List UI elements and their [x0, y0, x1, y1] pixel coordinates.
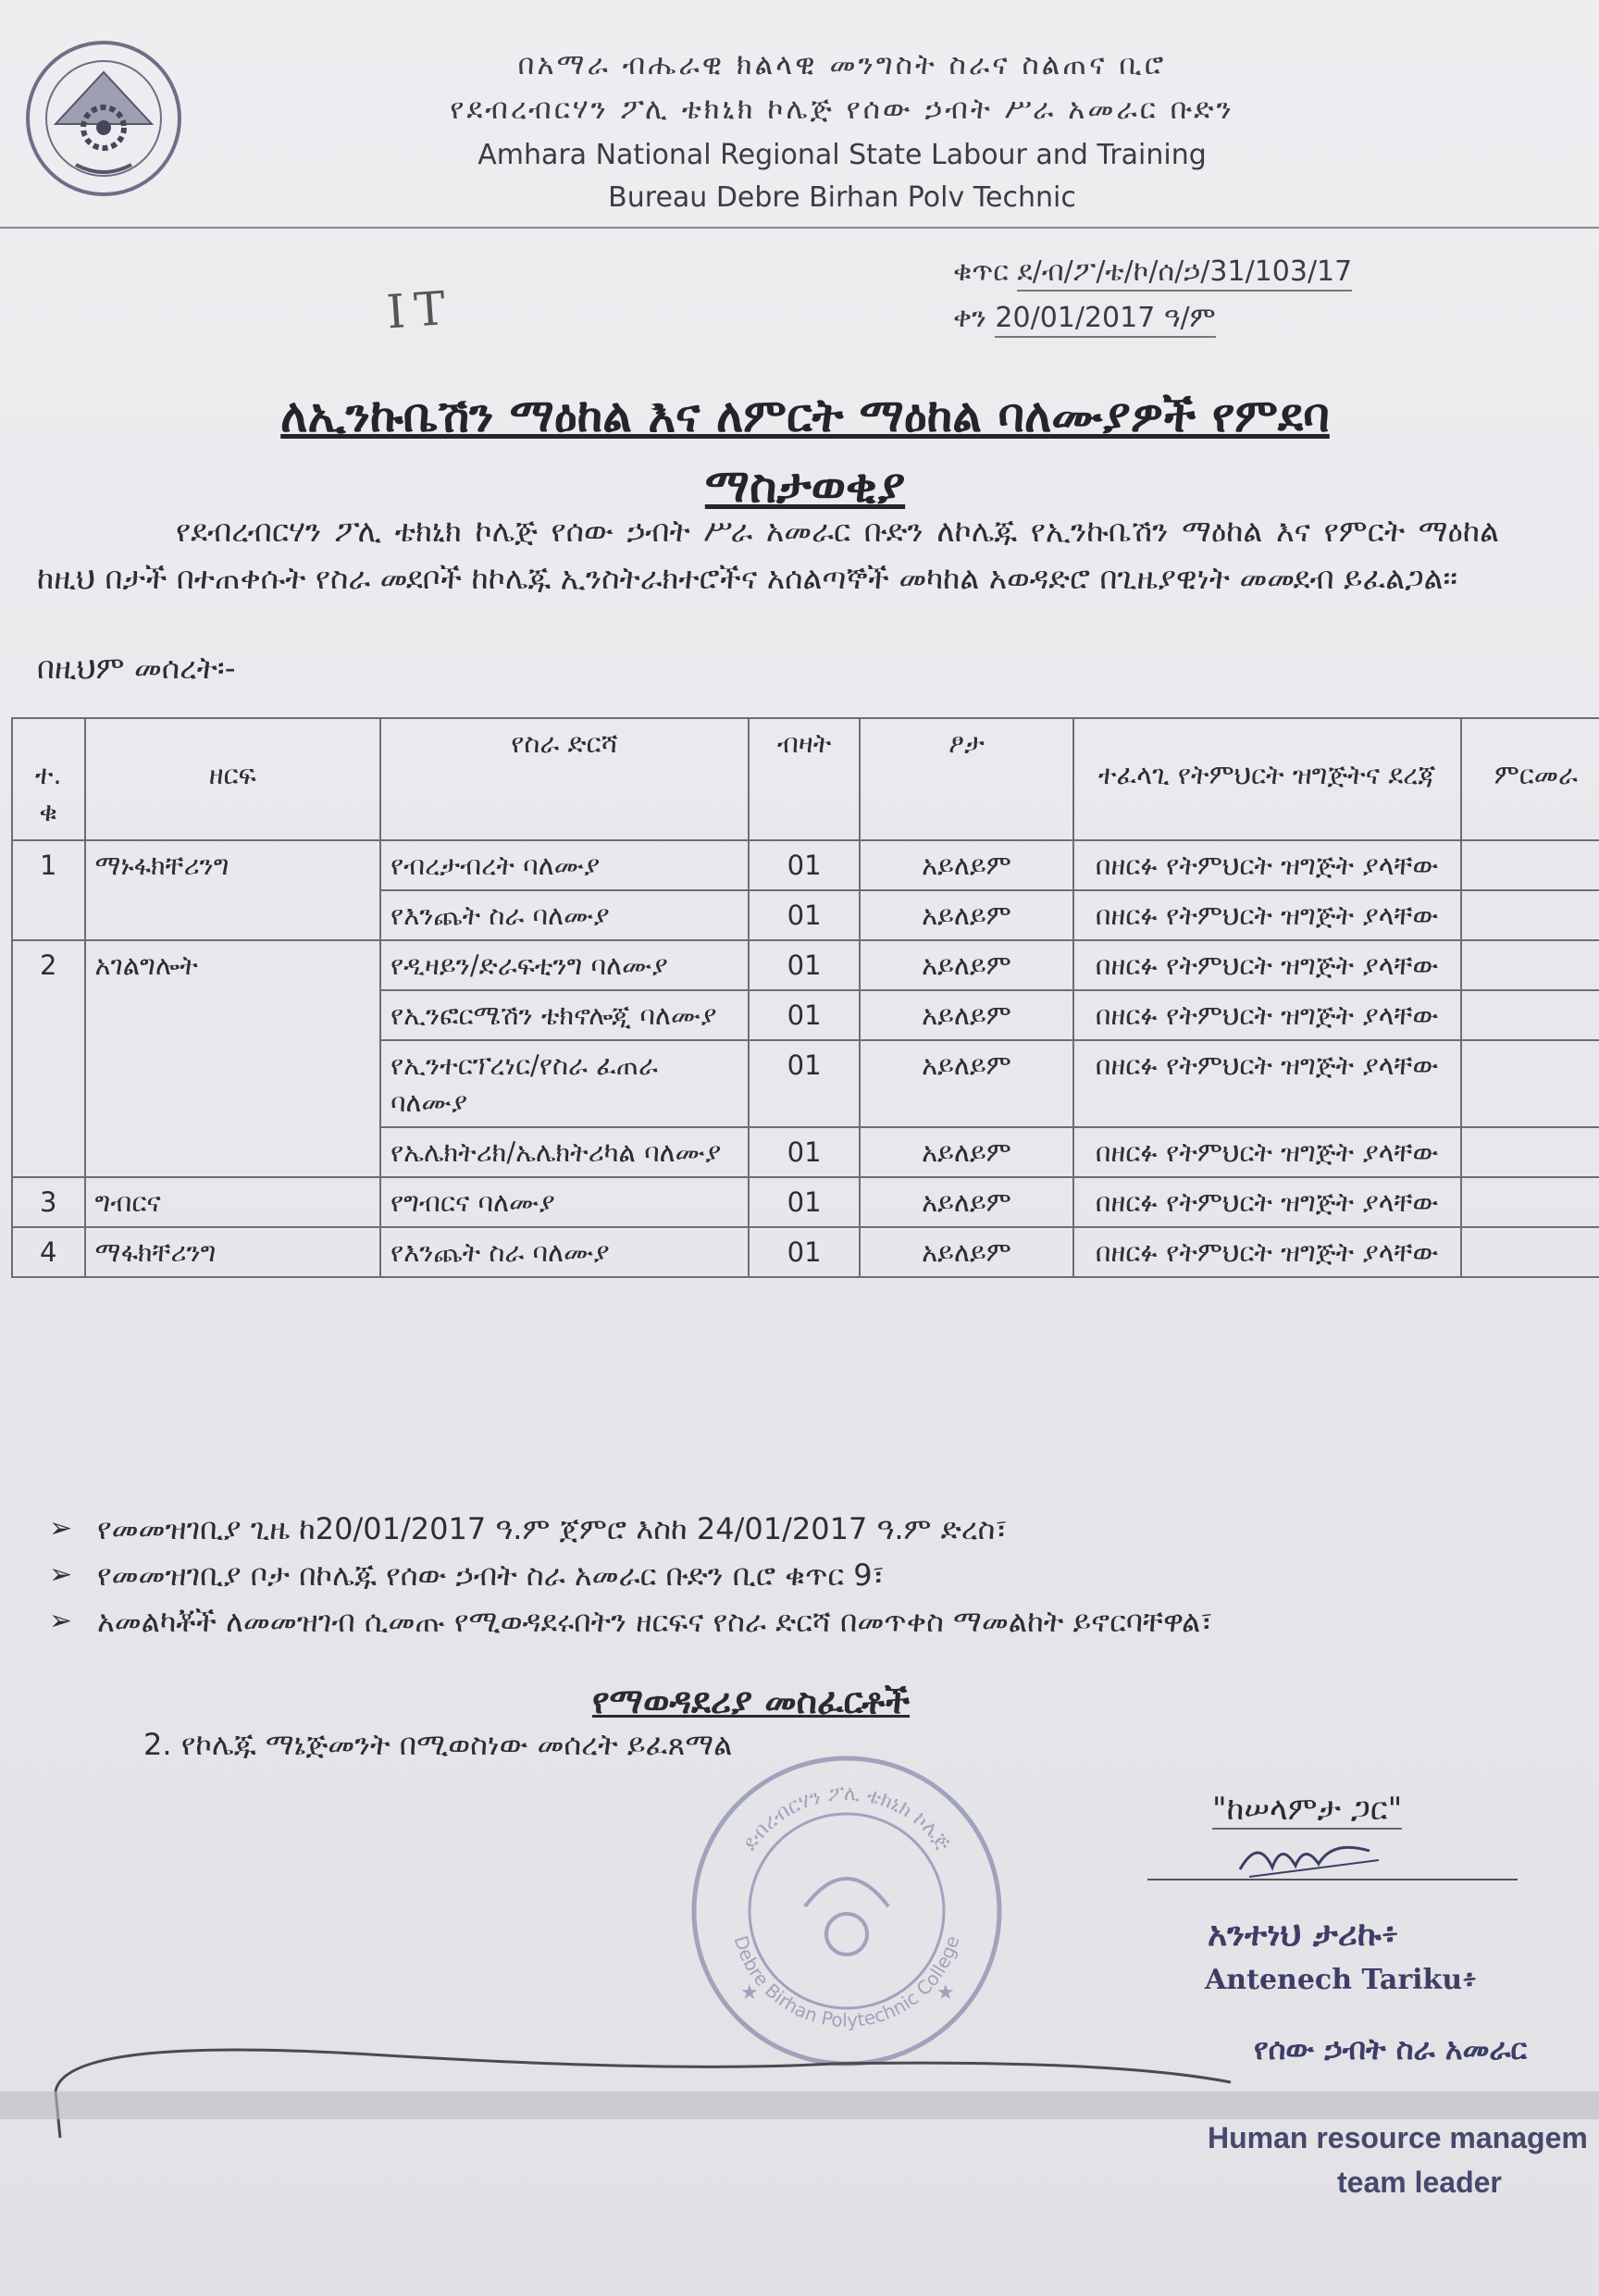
row-requirement: በዘርፉ የትምህርት ዝግጅት ያላቸው [1073, 1227, 1461, 1277]
row-position: የእንጨት ስራ ባለሙያ [380, 890, 749, 940]
row-field: ግብርና [85, 1177, 380, 1227]
row-requirement: በዘርፉ የትምህርት ዝግጅት ያላቸው [1073, 840, 1461, 890]
table-row [12, 1177, 1599, 1227]
reference-number-label: ቁጥር [953, 255, 1009, 288]
bullet-text: የመመዝገቢያ ጊዜ ከ20/01/2017 ዓ.ም ጀምሮ እስከ 24/01/2017 ዓ.ም ድረስ፣ [97, 1511, 1008, 1546]
reference-date-value: 20/01/2017 ዓ/ም [995, 302, 1215, 338]
reference-date [953, 302, 1216, 334]
header-divider [0, 227, 1599, 229]
row-sex: አይለይም [860, 840, 1072, 890]
row-requirement: በዘርፉ የትምህርት ዝግጅት ያላቸው [1073, 1127, 1461, 1177]
reference-number-value: ደ/ብ/ፖ/ቴ/ኮ/ሰ/ኃ/31/103/17 [1017, 255, 1352, 292]
bullet-item [49, 1601, 1559, 1642]
notice-title-line-1: ለኢንኩቤሽን ማዕከል እና ለምርት ማዕከል ባለሙያዎች የምደባ [280, 389, 1330, 442]
signatory-name-english: Antenech Tariku፥ [1205, 1964, 1477, 1996]
stamp-text-am: ደብረብርሃን ፖሊ ቴክኒክ ኮሌጅ [738, 1781, 956, 1855]
header-position: የስራ ድርሻ [380, 718, 749, 840]
header-line-2: የደብረብርሃን ፖሊ ቴክኒክ ኮሌጅ የሰው ኃብት ሥራ አመራር ቡድን [450, 93, 1234, 126]
signature-line [1147, 1879, 1518, 1880]
row-no: 2 [12, 940, 85, 1177]
bullet-item [49, 1555, 1559, 1595]
row-quantity: 01 [749, 1177, 860, 1227]
notice-title-line-2: ማስታወቂያ [704, 459, 906, 513]
header-requirement: ተፈላጊ የትምህርት ዝግጅትና ደረጃ [1073, 718, 1461, 840]
row-position: የኤሌክትሪክ/ኤሌክትሪካል ባለሙያ [380, 1127, 749, 1177]
header-no: ተ. ቁ [12, 718, 85, 840]
table-row [12, 840, 1599, 890]
row-quantity: 01 [749, 940, 860, 990]
criteria-item: 2. የኮሌጁ ማኔጅመንት በሚወስነው መሰረት ይፈጸማል [143, 1727, 733, 1762]
row-quantity: 01 [749, 890, 860, 940]
row-sex: አይለይም [860, 1040, 1072, 1127]
header-field: ዘርፍ [85, 718, 380, 840]
row-position: የዲዛይን/ድራፍቲንግ ባለሙያ [380, 940, 749, 990]
row-field: ማፋክቸሪንግ [85, 1227, 380, 1277]
row-position: የኢንተርፕረነር/የስራ ፈጠራ ባለሙያ [380, 1040, 749, 1127]
row-no: 3 [12, 1177, 85, 1227]
header-line-4: Bureau Debre Birhan Polv Technic [608, 181, 1076, 214]
row-remark [1461, 1177, 1599, 1227]
signatory-title-english-2: team leader [1337, 2166, 1502, 2199]
row-quantity: 01 [749, 990, 860, 1040]
row-remark [1461, 1040, 1599, 1127]
row-sex: አይለይም [860, 890, 1072, 940]
row-remark [1461, 990, 1599, 1040]
row-sex: አይለይም [860, 940, 1072, 990]
table-row [12, 940, 1599, 990]
row-remark [1461, 1227, 1599, 1277]
header-sex: ፆታ [860, 718, 1072, 840]
header-remark: ምርመራ [1461, 718, 1599, 840]
arrow-bullet-icon: ➢ [49, 1512, 73, 1545]
row-position: የእንጨት ስራ ባለሙያ [380, 1227, 749, 1277]
intro-paragraph-text: የደብረብርሃን ፖሊ ቴክኒክ ኮሌጅ የሰው ኃብት ሥራ አመራር ቡድን ለኮሌጁ የኢንኩቤሽን ማዕከል እና የምርት ማዕከል ከዚህ በታች በተጠቀሱት የስራ መደቦች ከኮሌጁ ኢንስትራክተሮችና አሰልጣኞች መካከል አወዳድሮ በጊዜያዊነት መመደብ ይፈልጋል፡፡ [37, 513, 1499, 596]
row-sex: አይለይም [860, 1177, 1072, 1227]
row-requirement: በዘርፉ የትምህርት ዝግጅት ያላቸው [1073, 940, 1461, 990]
table-header-row [12, 718, 1599, 840]
row-remark [1461, 890, 1599, 940]
row-remark [1461, 840, 1599, 890]
row-quantity: 01 [749, 1227, 860, 1277]
arrow-bullet-icon: ➢ [49, 1558, 73, 1591]
positions-table [11, 717, 1599, 1278]
arrow-bullet-icon: ➢ [49, 1605, 73, 1637]
reference-number [953, 255, 1352, 288]
row-requirement: በዘርፉ የትምህርት ዝግጅት ያላቸው [1073, 1177, 1461, 1227]
row-quantity: 01 [749, 1127, 860, 1177]
row-sex: አይለይም [860, 990, 1072, 1040]
row-remark [1461, 1127, 1599, 1177]
lead-text: በዚህም መሰረት፡- [37, 650, 236, 686]
intro-paragraph [37, 507, 1499, 602]
row-field: አገልግሎት [85, 940, 380, 1177]
table-row [12, 1227, 1599, 1277]
row-quantity: 01 [749, 840, 860, 890]
row-requirement: በዘርፉ የትምህርት ዝግጅት ያላቸው [1073, 890, 1461, 940]
row-field: ማኑፋክቸሪንግ [85, 840, 380, 940]
row-no: 4 [12, 1227, 85, 1277]
bullet-text: የመመዝገቢያ ቦታ በኮሌጁ የሰው ኃብት ስራ አመራር ቡድን ቢሮ ቁጥር 9፣ [97, 1558, 885, 1593]
closing-greeting: "ከሠላምታ ጋር" [1212, 1791, 1403, 1828]
header-line-1: በአማራ ብሔራዊ ክልላዊ መንግስት ስራና ስልጠና ቢሮ [517, 48, 1167, 81]
row-requirement: በዘርፉ የትምህርት ዝግጅት ያላቸው [1073, 1040, 1461, 1127]
stamp-text-en: Debre Birhan Polytechnic College [729, 1932, 964, 2032]
header-line-3: Amhara National Regional State Labour and Training [477, 139, 1207, 171]
row-no: 1 [12, 840, 85, 940]
row-position: የግብርና ባለሙያ [380, 1177, 749, 1227]
signatory-name-amharic: አንተነህ ታሪኩ፥ [1208, 1916, 1399, 1954]
reference-date-label: ቀን [953, 302, 986, 334]
bullet-item [49, 1508, 1559, 1549]
scan-shadow-band [0, 2091, 1599, 2119]
header-quantity: ብዛት [749, 718, 860, 840]
svg-text:★: ★ [740, 1981, 759, 2004]
college-logo-icon [20, 35, 187, 202]
svg-text:★: ★ [936, 1981, 955, 2004]
signatory-title-english: Human resource managem [1208, 2121, 1588, 2154]
row-sex: አይለይም [860, 1227, 1072, 1277]
row-position: የብረታብረት ባለሙያ [380, 840, 749, 890]
handwritten-note: IT [385, 280, 457, 340]
row-sex: አይለይም [860, 1127, 1072, 1177]
row-requirement: በዘርፉ የትምህርት ዝግጅት ያላቸው [1073, 990, 1461, 1040]
row-quantity: 01 [749, 1040, 860, 1127]
criteria-heading: የማወዳደሪያ መስፈርቶች [592, 1681, 911, 1721]
row-position: የኢንፎርሜሽን ቴክኖሎጂ ባለሙያ [380, 990, 749, 1040]
row-remark [1461, 940, 1599, 990]
bullet-text: አመልካቾች ለመመዝገብ ሲመጡ የሚወዳደሩበትን ዘርፍና የስራ ድርሻ በመጥቀስ ማመልከት ይኖርባቸዋል፣ [97, 1604, 1213, 1639]
signatory-title-amharic: የሰው ኃብት ስራ አመራር [1254, 2031, 1528, 2066]
